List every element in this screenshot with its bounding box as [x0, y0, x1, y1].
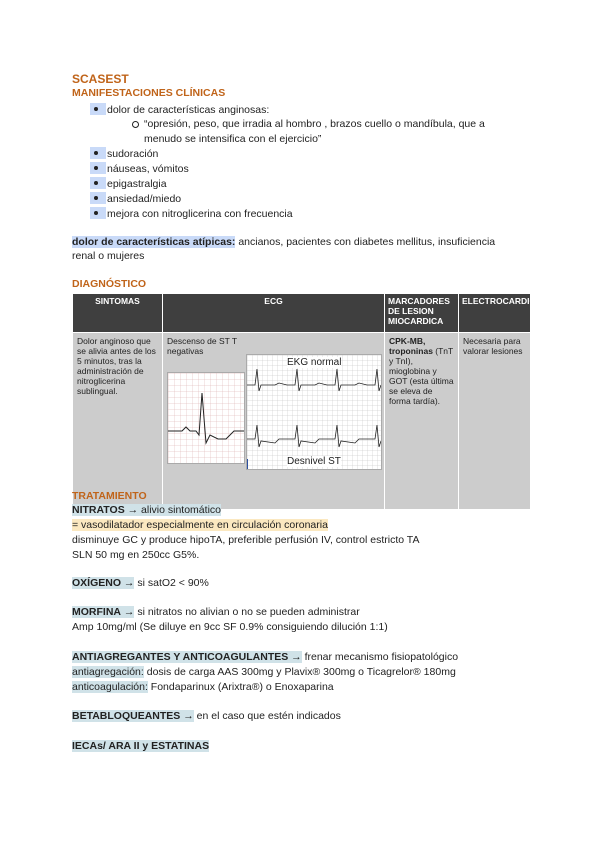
manifestaciones-list-cont [90, 147, 530, 222]
header-sintomas: SINTOMAS [73, 294, 163, 333]
anticoagulacion-line: anticoagulación: Fondaparinux (Arixtra®) o Enoxaparina [72, 681, 334, 693]
morfina-line: MORFINA → si nitratos no alivian o no se pueden administrar [72, 606, 360, 618]
betabloq-line: BETABLOQUEANTES → en el caso que estén indicados [72, 710, 341, 722]
morfina-line2: Amp 10mg/ml (Se diluye en 9cc SF 0.9% consiguiendo dilución 1:1) [72, 621, 388, 633]
ecg-st-image [167, 372, 245, 464]
tratamiento-heading: TRATAMIENTO [72, 490, 147, 502]
header-ecg: ECG [163, 294, 385, 333]
nitratos-line2: = vasodilatador especialmente en circulación coronaria [72, 519, 328, 531]
list-item: ansiedad/miedo [90, 192, 530, 207]
ecg-comparison-icon [247, 355, 381, 469]
page-title: SCASEST [72, 72, 129, 86]
diagnostico-heading: DIAGNÓSTICO [72, 278, 147, 290]
oxigeno-line: OXÍGENO → si satO2 < 90% [72, 577, 209, 589]
bullet-icon [90, 147, 106, 159]
ecg-text: Descenso de ST T negativas [167, 336, 237, 356]
cell-electro: Necesaria para valorar lesiones [459, 333, 531, 510]
antiagregacion-line: antiagregación: dosis de carga AAS 300mg y Plavix® 300mg o Ticagrelor® 180mg [72, 666, 456, 678]
list-item: epigastralgia [90, 177, 530, 192]
nitratos-line3: disminuye GC y produce hipoTA, preferible perfusión IV, control estricto TA [72, 534, 420, 546]
ecg-trace-icon [168, 373, 244, 463]
header-electro: ELECTROCARDIOGRAFÍA [459, 294, 531, 333]
atipicas-line2: renal o mujeres [72, 250, 145, 262]
bullet-icon [90, 207, 106, 219]
circle-bullet-icon [132, 121, 139, 128]
bullet-icon [90, 162, 106, 174]
ekg-normal-label: EKG normal [287, 357, 342, 368]
list-item: dolor de características anginosas: [90, 103, 530, 118]
cell-sintomas: Dolor anginoso que se alivia antes de los 5 minutos, tras la administración de nitroglicerina sublingual. [73, 333, 163, 510]
desnivel-label: Desnivel ST [287, 456, 341, 467]
ecg-comparison-image [246, 354, 382, 470]
iecas-line: IECAs/ ARA II y ESTATINAS [72, 740, 210, 752]
list-item: náuseas, vómitos [90, 162, 530, 177]
bullet-icon [90, 103, 106, 115]
bullet-icon [90, 177, 106, 189]
list-item: sudoración [90, 147, 530, 162]
bullet-icon [90, 192, 106, 204]
atipicas-paragraph: dolor de características atípicas: ancianos, pacientes con diabetes mellitus, insuficiencia [72, 236, 496, 248]
cell-marcadores: CPK-MB, troponinas (TnT y TnI), mioglobina y GOT (esta última se eleva de forma tardía). [385, 333, 459, 510]
list-item: mejora con nitroglicerina con frecuencia [90, 207, 530, 222]
manifestaciones-heading: MANIFESTACIONES CLÍNICAS [72, 87, 226, 99]
nitratos-line4: SLN 50 mg en 250cc G5%. [72, 549, 200, 561]
antiagre-line: ANTIAGREGANTES Y ANTICOAGULANTES → frenar mecanismo fisiopatológico [72, 651, 459, 663]
nitratos-line: NITRATOS → alivio sintomático [72, 504, 221, 516]
header-marcadores: MARCADORES DE LESION MIOCARDICA [385, 294, 459, 333]
manifestaciones-list [90, 103, 530, 118]
